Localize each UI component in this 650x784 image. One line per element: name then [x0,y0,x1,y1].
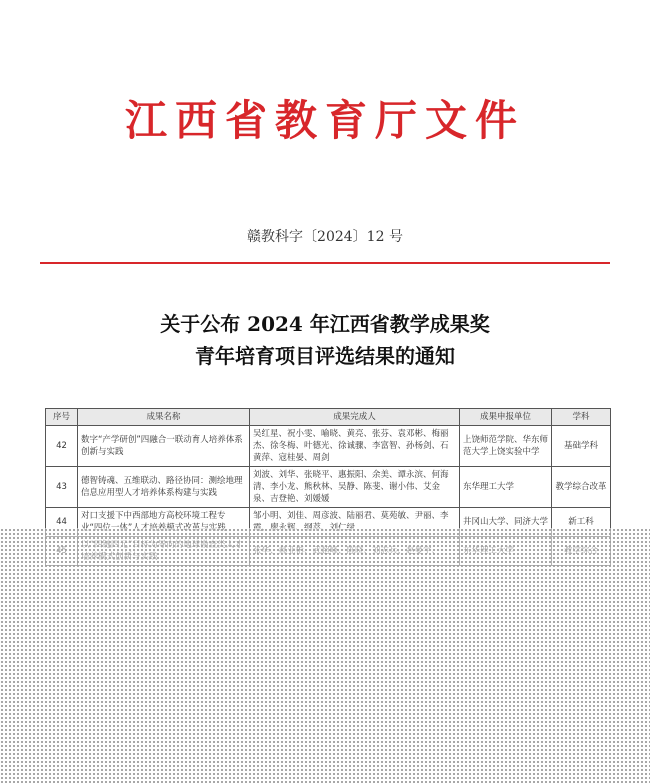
cell-people: 吴红星、祝小雯、喻晓、黄亮、张芬、袁邓彬、梅丽杰、徐冬梅、叶德光、徐诚骤、李富智、孙杨剑、石黄萍、寇桂晏、周剑 [250,426,460,467]
cell-subject: 教学综合改革 [552,467,611,508]
cell-people: 刘波、刘华、张晓平、惠振阳、余美、谭永滨、何海清、李小龙、熊秋林、吴静、陈斐、谢小伟、艾金泉、吉登艳、刘媛媛 [250,467,460,508]
table-row [46,467,611,508]
title-line-1: 关于公布 2024 年江西省教学成果奖 [160,312,490,336]
cell-subject: 新工科 [552,508,611,537]
red-divider-rule [40,262,610,264]
title-line-2: 青年培育项目评选结果的通知 [195,344,455,368]
cell-no: 44 [46,508,78,537]
cell-unit: 井冈山大学、同济大学 [460,508,552,537]
cell-unit: 东华理工大学 [460,467,552,508]
cell-subject: 基础学科 [552,426,611,467]
cell-people: 邹小明、刘佳、周彦波、陆丽君、莫苑敏、尹丽、李 [250,508,460,537]
dotted-halftone-overlay [0,528,650,784]
cell-name: 数字“产学研创”四融合一联动育人培养体系创新与实践 [78,426,250,467]
cell-name: 德智铸魂、五维联动、路径协同：测绘地理信息应用型人才培养体系构建与实践 [78,467,250,508]
document-number: 赣教科字〔2024〕12 号 [247,229,403,245]
header-cell-subject: 学科 [552,409,611,426]
document-title [0,308,650,372]
header-cell-people: 成果完成人 [250,409,460,426]
header-cell-name: 成果名称 [78,409,250,426]
cell-unit: 上饶师范学院、华东师范大学上饶实验中学 [460,426,552,467]
header-cell-unit: 成果申报单位 [460,409,552,426]
table-row [46,426,611,467]
cell-no: 42 [46,426,78,467]
document-header-agency: 江西省教育厅文件 [124,96,525,145]
header-cell-no: 序号 [46,409,78,426]
cell-no: 43 [46,467,78,508]
table-header-row [46,409,611,426]
cell-name: 对口支援下中西部地方高校环境工程专 [78,508,250,537]
